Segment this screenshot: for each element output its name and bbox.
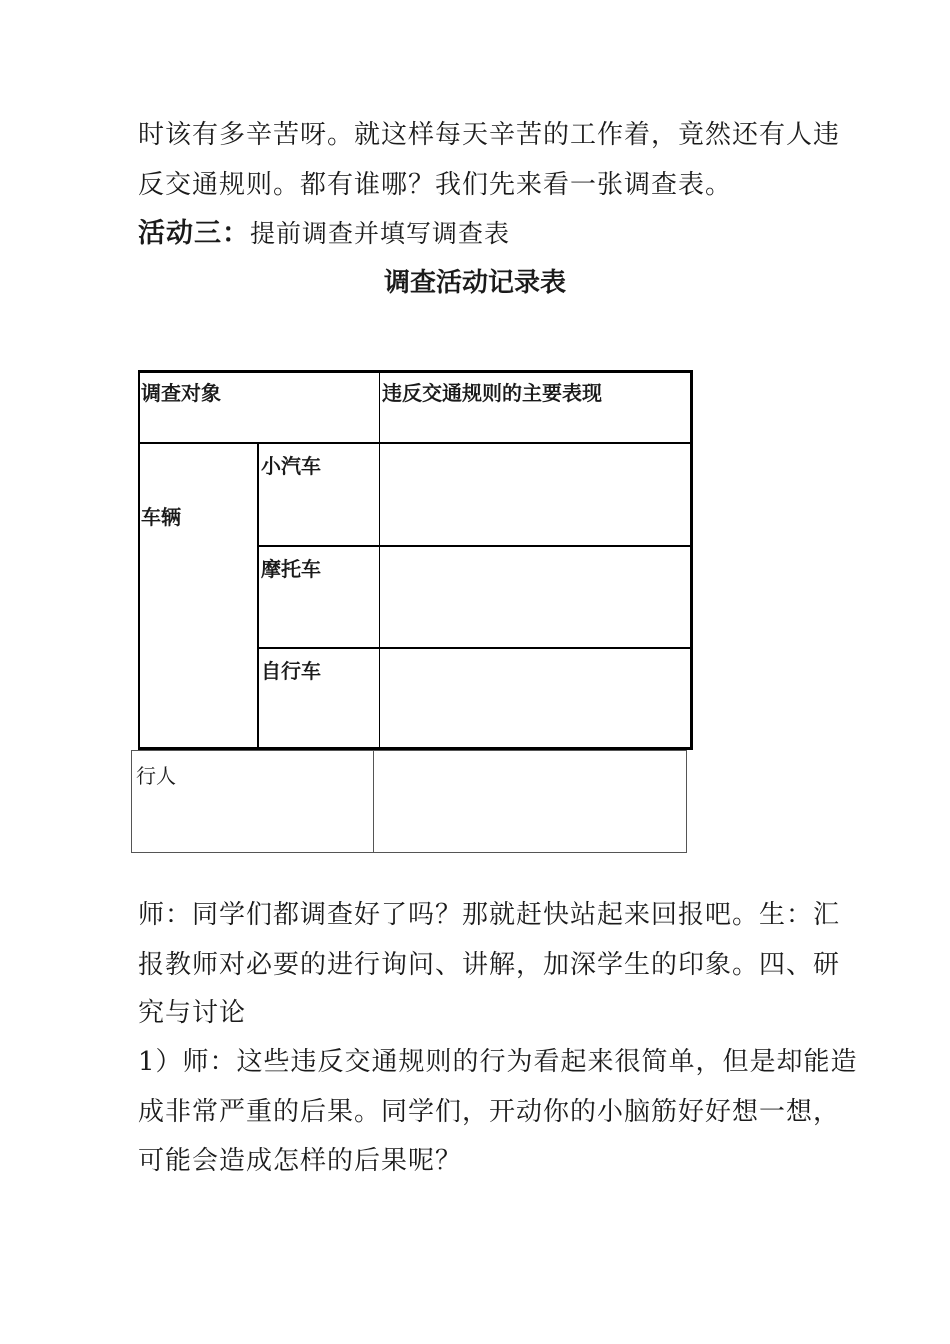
table-title: 调查活动记录表 xyxy=(383,268,566,298)
header-behavior: 违反交通规则的主要表现 xyxy=(382,381,602,405)
table-subcolumn-divider xyxy=(257,442,259,750)
paragraph-bottom-line-4: 1）师：这些违反交通规则的行为看起来很简单，但是却能造 xyxy=(138,1047,858,1077)
table-border-top xyxy=(138,370,693,373)
table-border-left xyxy=(138,370,140,750)
paragraph-bottom-line-1: 师：同学们都调查好了吗？那就赶快站起来回报吧。生：汇 xyxy=(138,900,841,930)
paragraph-bottom-line-2: 报教师对必要的进行询问、讲解，加深学生的印象。四、研 xyxy=(138,950,841,980)
paragraph-bottom-line-6: 可能会造成怎样的后果呢？ xyxy=(138,1146,463,1176)
row-label-pedestrian: 行人 xyxy=(136,764,176,788)
table-column-divider xyxy=(379,370,380,750)
pedestrian-border-top xyxy=(131,750,687,751)
table-row-divider-1 xyxy=(257,545,693,547)
pedestrian-border-left xyxy=(131,750,132,853)
row-label-car: 小汽车 xyxy=(261,454,321,478)
group-vehicle-label: 车辆 xyxy=(141,505,181,529)
table-header-divider xyxy=(138,442,693,444)
table-row-divider-2 xyxy=(257,647,693,649)
pedestrian-border-right xyxy=(686,750,687,853)
row-label-bicycle: 自行车 xyxy=(261,659,321,683)
paragraph-line-2: 反交通规则。都有谁哪？我们先来看一张调查表。 xyxy=(138,170,733,200)
activity-text: 提前调查并填写调查表 xyxy=(250,219,511,248)
row-label-motorcycle: 摩托车 xyxy=(261,557,321,581)
pedestrian-divider xyxy=(373,750,374,853)
table-border-right xyxy=(690,370,693,750)
activity-label: 活动三： xyxy=(138,218,250,249)
paragraph-line-1: 时该有多辛苦呀。就这样每天辛苦的工作着，竟然还有人违 xyxy=(138,120,841,150)
header-subject: 调查对象 xyxy=(141,381,221,405)
paragraph-bottom-line-5: 成非常严重的后果。同学们，开动你的小脑筋好好想一想， xyxy=(138,1097,841,1127)
pedestrian-border-bottom xyxy=(131,852,687,853)
paragraph-bottom-line-3: 究与讨论 xyxy=(138,998,247,1028)
activity-heading xyxy=(138,217,510,251)
